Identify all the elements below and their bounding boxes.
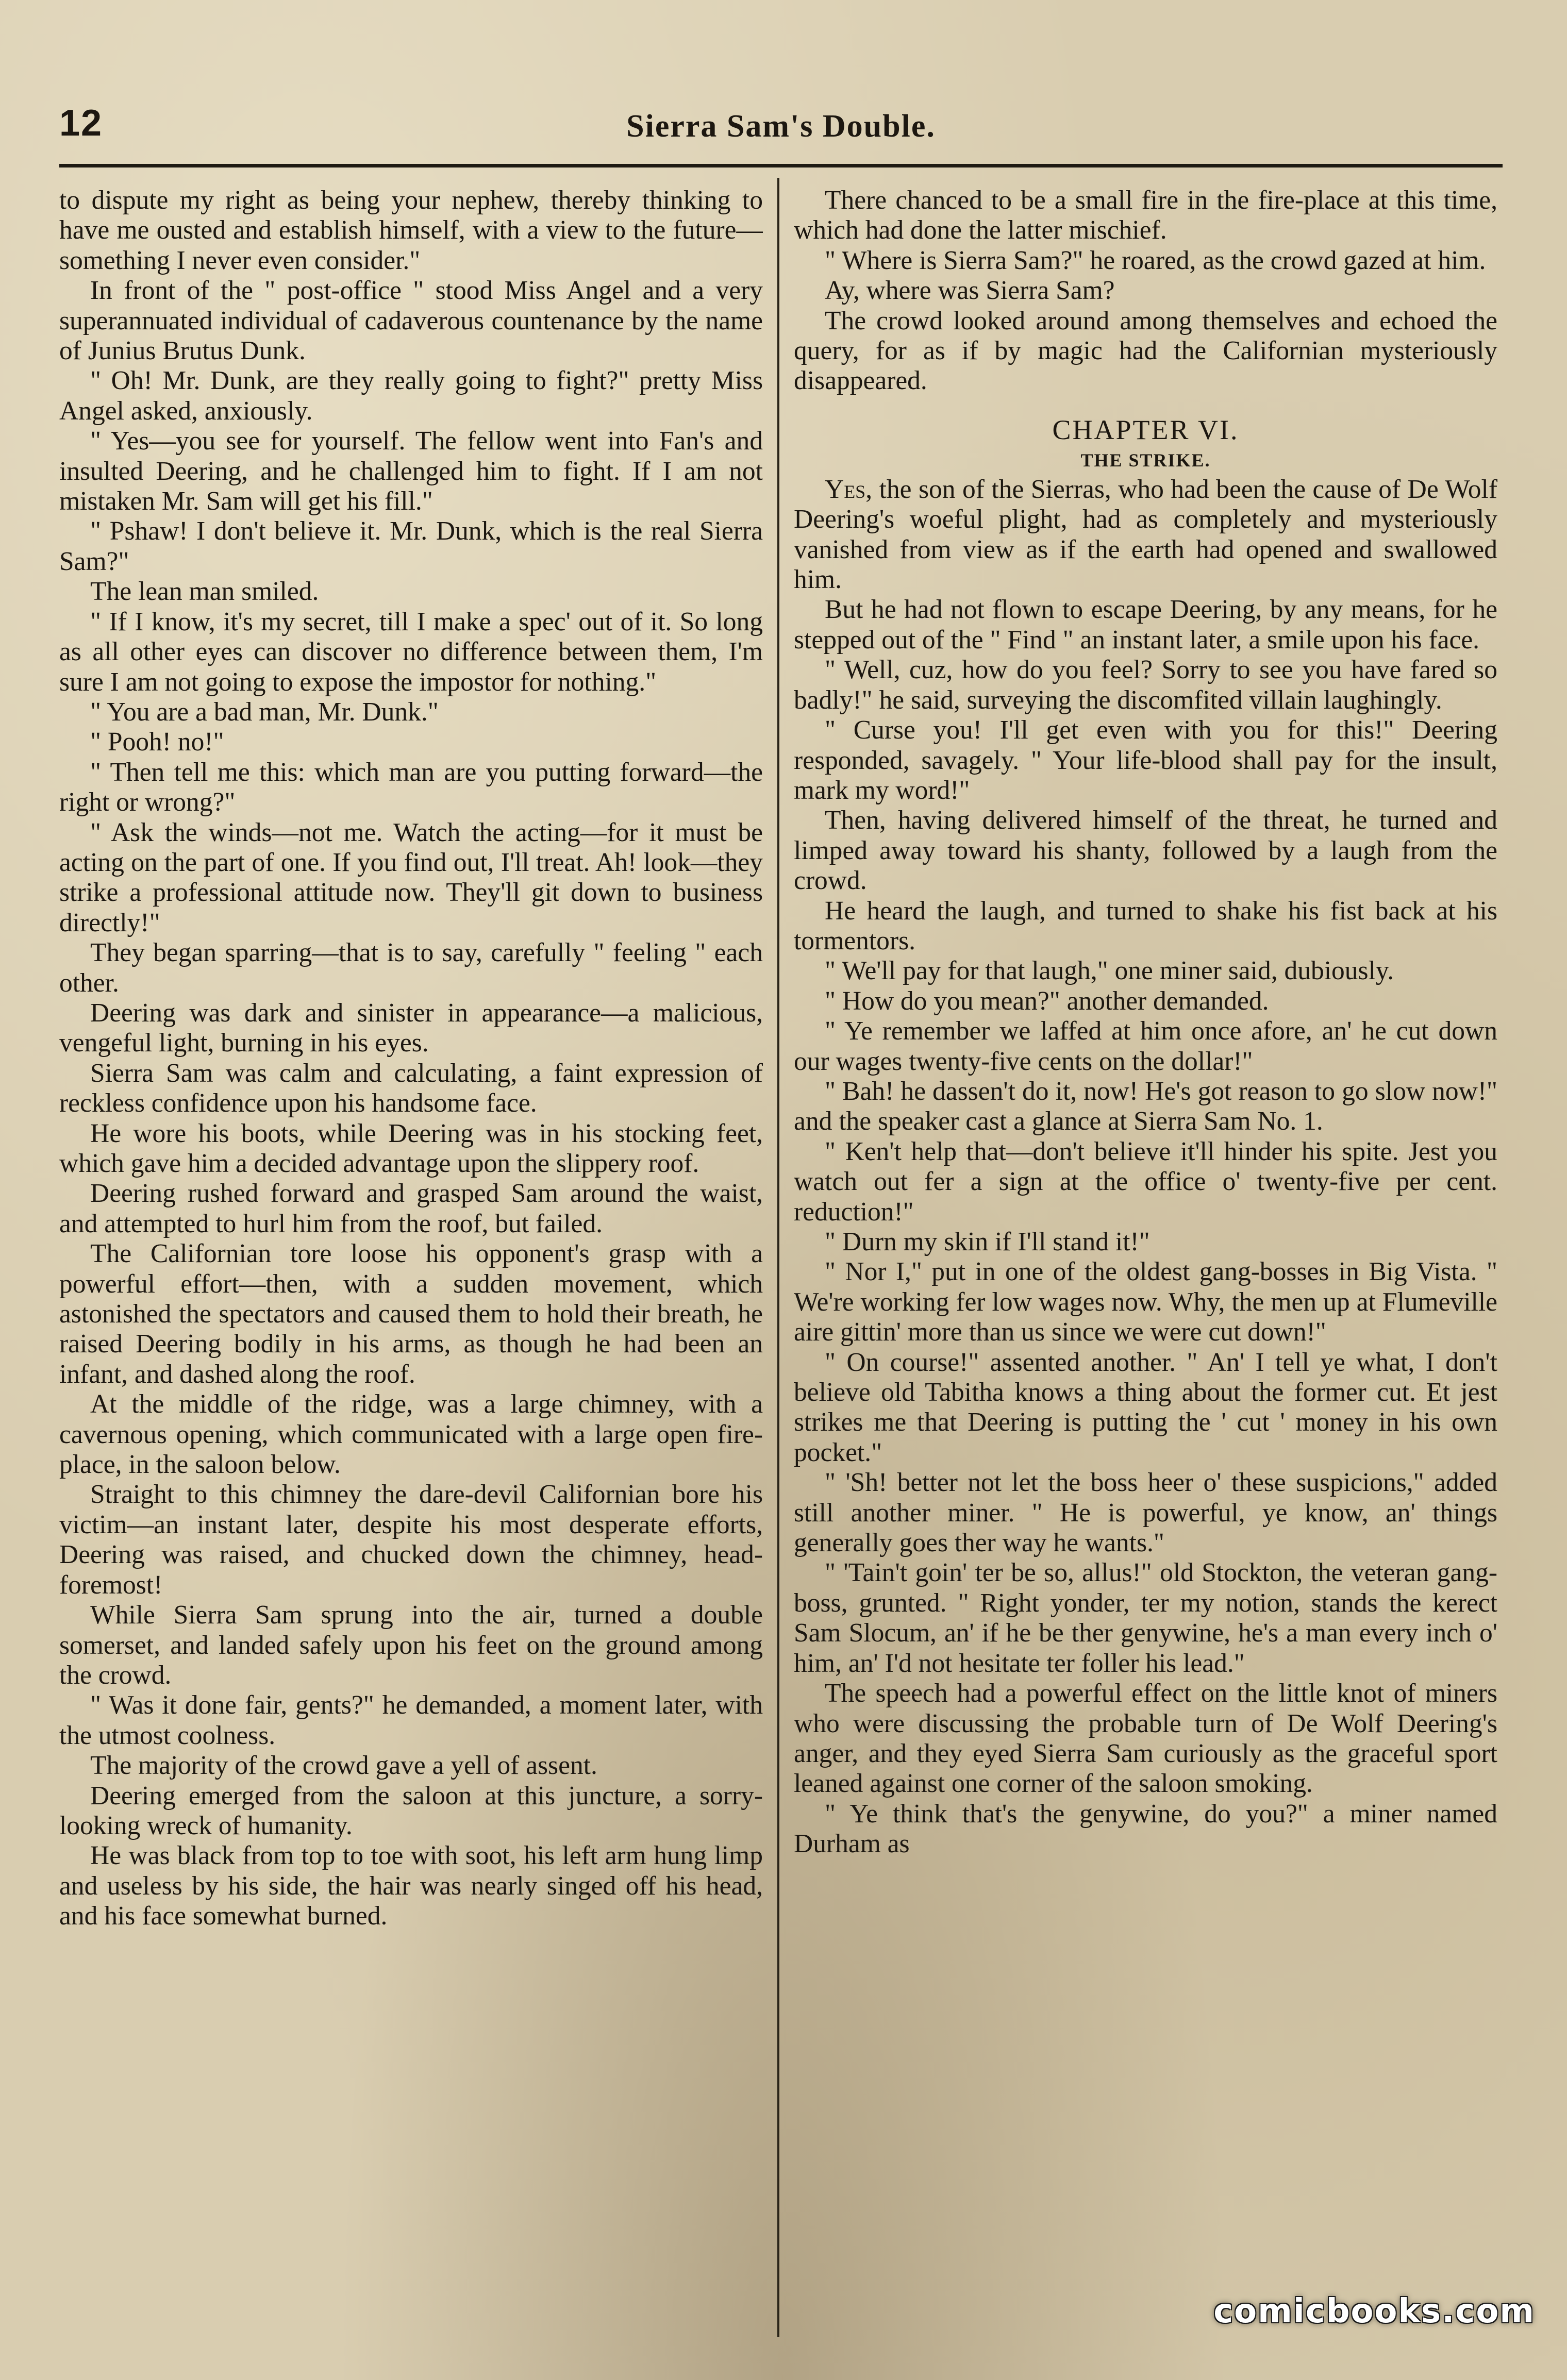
paragraph: " Well, cuz, how do you feel? Sorry to see you have fared so badly!" he said, surveying the discomfited villain laughingly. — [794, 655, 1497, 715]
paragraph: " Bah! he dassen't do it, now! He's got reason to go slow now!" and the speaker cast a glance at Sierra Sam No. 1. — [794, 1076, 1497, 1136]
chapter-title: CHAPTER VI. — [1052, 414, 1239, 445]
paragraph: Sierra Sam was calm and calculating, a faint expression of reckless confidence upon his handsome face. — [59, 1058, 763, 1118]
paragraph: to dispute my right as being your nephew, thereby thinking to have me ousted and establish himself, with a view to the future—something I never even consider." — [59, 186, 763, 275]
paragraph: " 'Sh! better not let the boss heer o' these suspicions," added still another miner. " He is powerful, ye know, an' things generally goes ther way he wants." — [794, 1468, 1497, 1558]
paragraph: " Ye think that's the genywine, do you?" a miner named Durham as — [794, 1799, 1497, 1859]
paragraph: " Oh! Mr. Dunk, are they really going to fight?" pretty Miss Angel asked, anxiously. — [59, 366, 763, 426]
paragraph: " Where is Sierra Sam?" he roared, as the crowd gazed at him. — [825, 245, 1486, 275]
paragraph: Ay, where was Sierra Sam? — [825, 276, 1115, 306]
paragraph: There chanced to be a small fire in the fire-place at this time, which had done the latter mischief. — [794, 186, 1497, 245]
paragraph: The speech had a powerful effect on the little knot of miners who were discussing the probable turn of De Wolf Deering's anger, and they eyed Sierra Sam curiously as the graceful sport leaned against one corner of the saloon smoking. — [794, 1679, 1497, 1799]
paragraph: The majority of the crowd gave a yell of assent. — [90, 1751, 597, 1781]
page-number: 12 — [59, 103, 103, 144]
paragraph: Deering emerged from the saloon at this juncture, a sorry-looking wreck of humanity. — [59, 1781, 763, 1840]
paragraph: " Pshaw! I don't believe it. Mr. Dunk, which is the real Sierra Sam?" — [59, 516, 763, 576]
chapter-opening-paragraph — [794, 475, 1497, 595]
right-column — [794, 186, 1497, 2350]
paragraph: " Ye remember we laffed at him once afore, an' he cut down our wages twenty-five cents on the dollar!" — [794, 1016, 1497, 1076]
paragraph: " Yes—you see for yourself. The fellow went into Fan's and insulted Deering, and he challenged him to fight. If I am not mistaken Mr. Sam will get his fill." — [59, 426, 763, 516]
paragraph: " Was it done fair, gents?" he demanded, a moment later, with the utmost coolness. — [59, 1690, 763, 1750]
opening-word: Yes, — [825, 474, 873, 504]
paragraph: He heard the laugh, and turned to shake his fist back at his tormentors. — [794, 896, 1497, 956]
paragraph: Deering rushed forward and grasped Sam around the waist, and attempted to hurl him from the roof, but failed. — [59, 1179, 763, 1238]
paragraph: Deering was dark and sinister in appearance—a malicious, vengeful light, burning in his eyes. — [59, 998, 763, 1058]
paragraph: " Ken't help that—don't believe it'll hinder his spite. Jest you watch out fer a sign at the office o' twenty-five per cent. reduction!" — [794, 1136, 1497, 1227]
paragraph: He wore his boots, while Deering was in his stocking feet, which gave him a decided advantage upon the slippery roof. — [59, 1118, 763, 1178]
paragraph: The crowd looked around among themselves and echoed the query, for as if by magic had the Californian mysteriously disappeared. — [794, 306, 1497, 396]
header-rule — [59, 164, 1503, 167]
paragraph: " Nor I," put in one of the oldest gang-bosses in Big Vista. " We're working fer low wages now. Why, the men up at Flumeville aire gittin' more than us since we were cut down!" — [794, 1257, 1497, 1347]
paragraph: The Californian tore loose his opponent's grasp with a powerful effort—then, with a sudden movement, which astonished the spectators and caused them to hold their breath, he raised Deering bodily in his arms, as though he had been an infant, and dashed along the roof. — [59, 1239, 763, 1389]
paragraph: Then, having delivered himself of the threat, he turned and limped away toward his shanty, followed by a laugh from the crowd. — [794, 806, 1497, 896]
paragraph: " How do you mean?" another demanded. — [825, 986, 1269, 1016]
column-divider — [777, 178, 779, 2337]
paragraph: " Curse you! I'll get even with you for this!" Deering responded, savagely. " Your life-blood shall pay for the insult, mark my word!" — [794, 715, 1497, 805]
paragraph: " Durn my skin if I'll stand it!" — [825, 1227, 1150, 1256]
paragraph: They began sparring—that is to say, carefully " feeling " each other. — [59, 938, 763, 998]
paragraph: At the middle of the ridge, was a large chimney, with a cavernous opening, which communicated with a large open fire-place, in the saloon below. — [59, 1389, 763, 1480]
paragraph: " On course!" assented another. " An' I tell ye what, I don't believe old Tabitha knows a thing about the former cut. Et jest strikes me that Deering is putting the ' cut ' money in his own pocket." — [794, 1347, 1497, 1467]
paragraph: But he had not flown to escape Deering, by any means, for he stepped out of the " Find " an instant later, a smile upon his face. — [794, 595, 1497, 655]
paragraph: " Ask the winds—not me. Watch the acting—for it must be acting on the part of one. If you find out, I'll treat. Ah! look—they strike a professional attitude now. They'll git down to business directly!" — [59, 817, 763, 937]
paragraph: In front of the " post-office " stood Miss Angel and a very superannuated individual of cadaverous countenance by the name of Junius Brutus Dunk. — [59, 276, 763, 366]
paragraph: " 'Tain't goin' ter be so, allus!" old Stockton, the veteran gang-boss, grunted. " Right yonder, ter my notion, stands the kerect Sam Slocum, an' if he be ther genywine, he's a man every inch o' him, an' I'd not hesitate ter foller his lead." — [794, 1558, 1497, 1678]
paragraph: He was black from top to toe with soot, his left arm hung limp and useless by his side, the hair was nearly singed off his head, and his face somewhat burned. — [59, 1841, 763, 1931]
paragraph: Straight to this chimney the dare-devil Californian bore his victim—an instant later, despite his most desperate efforts, Deering was raised, and chucked down the chimney, head-foremost! — [59, 1480, 763, 1600]
paragraph: While Sierra Sam sprung into the air, turned a double somerset, and landed safely upon his feet on the ground among the crowd. — [59, 1600, 763, 1690]
paragraph: " Then tell me this: which man are you putting forward—the right or wrong?" — [59, 757, 763, 817]
running-title: Sierra Sam's Double. — [626, 109, 936, 144]
paragraph: " Pooh! no!" — [90, 727, 224, 757]
page-header — [59, 98, 1503, 155]
watermark: comicbooks.com — [1213, 2292, 1535, 2331]
paragraph: The lean man smiled. — [90, 577, 319, 607]
paragraph: " You are a bad man, Mr. Dunk." — [90, 697, 439, 727]
left-column — [59, 186, 763, 2350]
opening-text: the son of the Sierras, who had been the cause of De Wolf Deering's woeful plight, had as completely and mysteriously vanished from view as if the earth had opened and swallowed him. — [794, 474, 1497, 595]
paragraph: " We'll pay for that laugh," one miner said, dubiously. — [825, 956, 1394, 986]
chapter-subtitle: THE STRIKE. — [1080, 449, 1211, 471]
paragraph: " If I know, it's my secret, till I make a spec' out of it. So long as all other eyes can discover no difference between them, I'm sure I am not going to expose the impostor for nothing." — [59, 607, 763, 697]
